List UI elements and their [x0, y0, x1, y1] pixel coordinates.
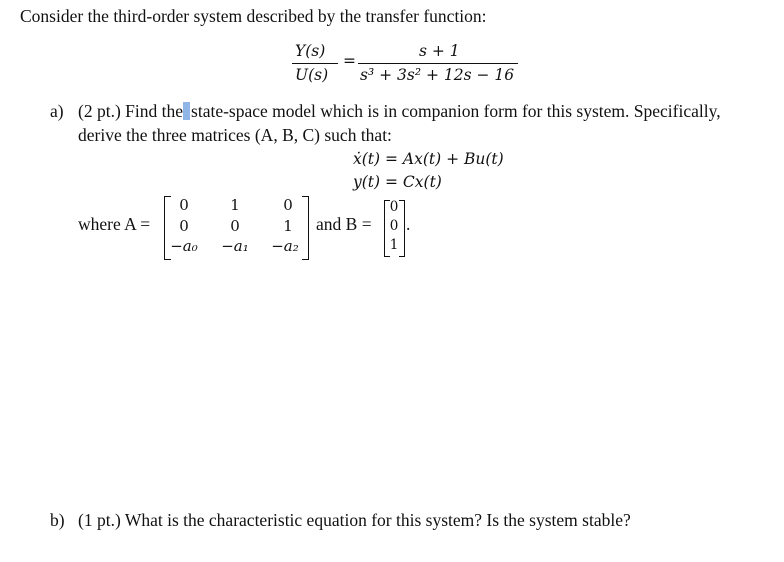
- tf-lhs-fraction-bar: [292, 63, 338, 64]
- vector-b-right-bracket: [399, 200, 405, 257]
- where-label: where A =: [78, 214, 151, 234]
- vector-b-cell: 0: [389, 218, 399, 234]
- intro-text: Consider the third-order system described by the transfer function:: [20, 6, 487, 26]
- matrix-a-cell: 1: [283, 217, 293, 235]
- tf-lhs-denominator: U(s): [295, 66, 329, 84]
- matrix-a-cell: −a₂: [271, 237, 299, 255]
- part-b-text: What is the characteristic equation for this system? Is the system stable?: [124, 510, 631, 530]
- vector-b-cell: 1: [389, 237, 399, 253]
- matrix-a-right-bracket: [302, 196, 309, 260]
- state-equation: ẋ(t) = Ax(t) + Bu(t): [353, 150, 504, 168]
- matrix-a-cell: −a₁: [221, 237, 249, 255]
- part-b-points: (1 pt.): [78, 510, 121, 530]
- text-cursor-highlight: [183, 102, 190, 120]
- matrix-a-cell: 0: [179, 217, 189, 235]
- tf-rhs-denominator: s³ + 3s² + 12s − 16: [360, 66, 515, 84]
- matrix-a-cell: 1: [230, 196, 240, 214]
- output-equation: y(t) = Cx(t): [353, 173, 442, 191]
- end-period: .: [406, 214, 411, 234]
- part-a-text-before-cursor: Find the: [125, 101, 184, 121]
- part-a-line1: [78, 101, 721, 122]
- tf-rhs-fraction-bar: [358, 63, 518, 64]
- part-b-label: b): [50, 510, 65, 530]
- vector-b-cell: 0: [389, 199, 399, 215]
- tf-lhs-numerator: Y(s): [295, 42, 326, 60]
- tf-equals: =: [343, 52, 356, 70]
- matrix-a-cell: 0: [179, 196, 189, 214]
- part-b-line: [78, 510, 631, 531]
- part-a-line2: derive the three matrices (A, B, C) such that:: [78, 125, 392, 145]
- tf-rhs-numerator: s + 1: [419, 42, 460, 60]
- matrix-a-cell: 0: [283, 196, 293, 214]
- matrix-a-cell: 0: [230, 217, 240, 235]
- matrix-a-cell: −a₀: [170, 237, 198, 255]
- and-label: and B =: [316, 214, 372, 234]
- part-a-text-after-cursor: state-space model which is in companion form for this system. Specifically,: [191, 101, 721, 121]
- part-a-label: a): [50, 101, 64, 121]
- part-a-points: (2 pt.): [78, 101, 121, 121]
